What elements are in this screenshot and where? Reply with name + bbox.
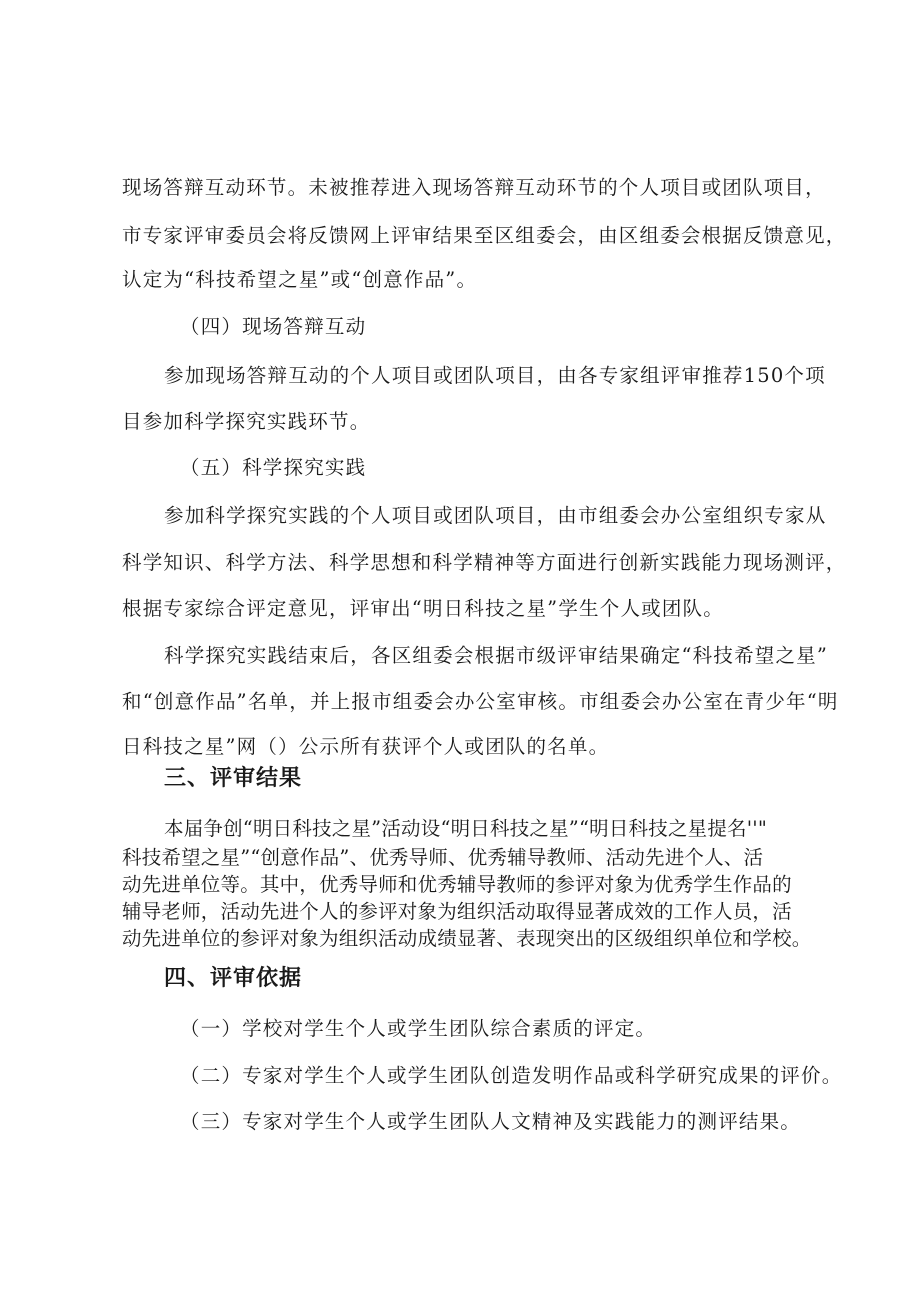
text-line: 和“创意作品”名单，并上报市组委会办公室审核。市组委会办公室在青少年“明	[122, 690, 839, 713]
section-heading: 三、评审结果	[164, 766, 303, 791]
subsection-title: （五）科学探究实践	[180, 456, 367, 479]
text-line: 参加现场答辩互动的个人项目或团队项目，由各专家组评审推荐150个项	[164, 364, 826, 387]
text-line: 科技希望之星”“创意作品”、优秀导师、优秀辅导教师、活动先进个人、活	[122, 846, 764, 869]
text-line: 日科技之星”网（）公示所有获评个人或团队的名单。	[122, 735, 610, 758]
text-line: 动先进单位的参评对象为组织活动成绩显著、表现突出的区级组织单位和学校。	[122, 927, 812, 950]
text-line: 目参加科学探究实践环节。	[122, 410, 371, 433]
text-line: 认定为“科技希望之星”或“创意作品”。	[122, 268, 478, 291]
section-heading: 四、评审依据	[164, 966, 303, 991]
text-line: 现场答辩互动环节。未被推荐进入现场答辩互动环节的个人项目或团队项目，	[122, 176, 826, 199]
text-line: 根据专家综合评定意见，评审出“明日科技之星”学生个人或团队。	[122, 597, 724, 620]
text-line: 本届争创“明日科技之星”活动设“明日科技之星”“明日科技之星提名''"	[164, 817, 768, 840]
list-item: （一）学校对学生个人或学生团队综合素质的评定。	[180, 1017, 657, 1040]
list-item: （三）专家对学生个人或学生团队人文精神及实践能力的测评结果。	[180, 1110, 802, 1133]
text-line: 科学探究实践结束后，各区组委会根据市级评审结果确定“科技希望之星”	[164, 644, 829, 667]
subsection-title: （四）现场答辩互动	[180, 315, 367, 338]
text-line: 市专家评审委员会将反馈网上评审结果至区组委会，由区组委会根据反馈意见，	[122, 224, 847, 247]
text-line: 参加科学探究实践的个人项目或团队项目，由市组委会办公室组织专家从	[164, 504, 827, 527]
text-line: 动先进单位等。其中，优秀导师和优秀辅导教师的参评对象为优秀学生作品的	[122, 873, 792, 896]
text-line: 辅导老师，活动先进个人的参评对象为组织活动取得显著成效的工作人员，活	[122, 900, 792, 923]
text-line: 科学知识、科学方法、科学思想和科学精神等方面进行创新实践能力现场测评，	[122, 551, 847, 574]
list-item: （二）专家对学生个人或学生团队创造发明作品或科学研究成果的评价。	[180, 1064, 843, 1087]
